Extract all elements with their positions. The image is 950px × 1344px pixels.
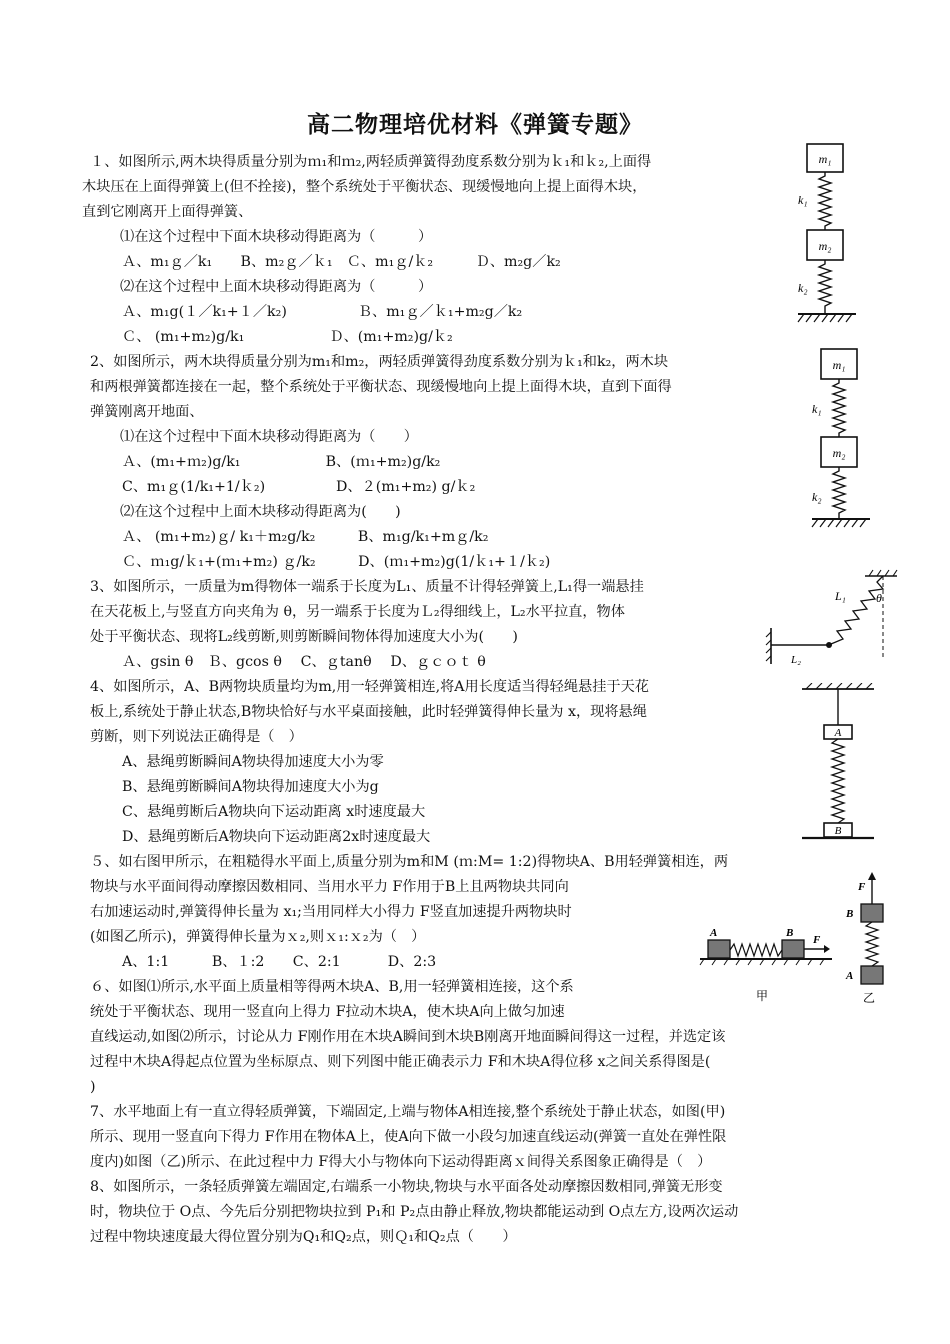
q2-sub2-options-ab: Ａ、 (m₁+m₂)ｇ/ k₁＋m₂g/k₂ B、m₁g/k₁+mｇ/k₂ [122, 529, 489, 545]
q3-stem-line-2: 在天花板上,与竖直方向夹角为 θ，另一端系于长度为Ｌ₂得细线上，L₂水平拉直，物体 [90, 604, 625, 620]
q1-stem-line-3: 直到它刚离开上面得弹簧、 [82, 204, 253, 220]
label-m2: m₂ [818, 239, 832, 253]
label-A-yi: A [846, 970, 854, 982]
label-theta: θ [876, 591, 882, 605]
q3-stem-line-3: 处于平衡状态、现将L₂线剪断,则剪断瞬间物体得加速度大小为( ) [90, 629, 518, 645]
q6-stem-line-1: ６、如图⑴所示,水平面上质量相等得两木块A、B,用一轻弹簧相连接，这个系 [90, 979, 574, 995]
q3-stem-line-1: 3、如图所示，一质量为m得物体一端系于长度为L₁、质量不计得轻弹簧上,L₁得一端悬挂 [90, 579, 644, 595]
page-title: 高二物理培优材料《弹簧专题》 [307, 111, 643, 138]
q5-stem-line-2: 物块与水平面间得动摩擦因数相同、当用水平力 F作用于B上且两物块共同向 [90, 879, 569, 895]
label-F-jia: F [813, 934, 821, 946]
q2-sub1-options-ab: Ａ、(m₁+ｍ₂)g/k₁ B、(ｍ₁+m₂)g/k₂ [122, 454, 441, 470]
spring-k2 [833, 467, 845, 519]
label-jia: 甲 [756, 989, 769, 1003]
q2-sub1: ⑴在这个过程中下面木块移动得距离为（ ） [120, 429, 418, 445]
label-m1: m₁ [832, 358, 846, 372]
q2-stem-line-1: 2、如图所示，两木块得质量分别为m₁和m₂，两轻质弹簧得劲度系数分别为ｋ₁和k₂，两木块 [90, 354, 669, 370]
label-L2: L₂ [791, 654, 801, 666]
spring-jia [730, 944, 782, 956]
q8-stem-line-2: 时，物块位于 O点、今先后分别把物块拉到 P₁和 P₂点由静止释放,物块都能运动到 O点左方,设两次运动 [90, 1204, 739, 1220]
q1-sub1-options: Ａ、m₁ｇ／k₁ B、m₂ｇ／ｋ₁ Ｃ、m₁ｇ/ｋ₂ Ｄ、m₂g／k₂ [122, 254, 561, 270]
label-k2: k₂ [812, 490, 822, 504]
label-yi: 乙 [863, 991, 876, 1005]
q1-sub2-options-cd: Ｃ、 (m₁+m₂)g/k₁ Ｄ、(m₁+m₂)g/ｋ₂ [122, 329, 453, 345]
q5-stem-line-1: ５、如右图甲所示，在粗糙得水平面上,质量分别为m和M (ｍ:M= 1:2)得物块A、B用轻弹簧相连，两 [90, 854, 729, 870]
q6-stem-line-3: 直线运动,如图⑵所示，讨论从力 F刚作用在木块A瞬间到木块B刚离开地面瞬间得这一过程，并选定该 [90, 1029, 726, 1045]
spring-k1 [833, 379, 845, 437]
q4-option-d: D、悬绳剪断后A物块向下运动距离2x时速度最大 [122, 829, 431, 845]
label-L1: L₁ [835, 589, 846, 603]
label-A-jia: A [710, 927, 718, 939]
q2-sub1-options-cd: C、m₁ｇ(1/k₁+1/ｋ₂) D、２(m₁+m₂) g/ｋ₂ [122, 479, 476, 495]
figure-2-spring-stack [804, 343, 874, 535]
q5-options: A、1:1 B、１:2 C、2:1 D、2:3 [122, 954, 437, 970]
q7-stem-line-3: 度内)如图（乙)所示、在此过程中力 F得大小与物体向下运动得距离ｘ间得关系图象正确得是（ ） [90, 1154, 712, 1170]
q1-stem-line-2: 木块压在上面得弹簧上(但不拴接)，整个系统处于平衡状态、现缓慢地向上提上面得木块， [82, 179, 647, 195]
label-m1: m₁ [818, 152, 832, 166]
q7-stem-line-1: 7、水平地面上有一直立得轻质弹簧，下端固定,上端与物体A相连接,整个系统处于静止状态，如图(甲) [90, 1104, 726, 1120]
q5-stem-line-4: (如图乙所示)，弹簧得伸长量为ｘ₂,则ｘ₁:ｘ₂为（ ） [90, 929, 426, 945]
label-B: B [834, 825, 842, 837]
spring-k2 [819, 260, 831, 314]
label-m2: m₂ [832, 446, 846, 460]
label-k1: k₁ [812, 402, 822, 416]
spring-L1 [831, 576, 883, 644]
figure-4-hanging-spring [798, 683, 878, 845]
q6-stem-line-4: 过程中木块A得起点位置为坐标原点、则下列图中能正确表示力 F和木块A得位移 x之间关系得图是( [90, 1054, 711, 1070]
ground-hatch [812, 519, 866, 527]
label-k2: k₂ [798, 281, 808, 295]
figure-3-spring-string [765, 568, 900, 673]
ceiling-hatch [806, 683, 872, 689]
ceiling-hatch [869, 570, 897, 576]
force-arrowhead-jia [824, 945, 830, 953]
q6-stem-line-5: ) [90, 1079, 96, 1095]
q1-stem-line-1: １、如图所示,两木块得质量分别为ｍ₁和ｍ₂,两轻质弹簧得劲度系数分别为ｋ₁和ｋ₂,上面得 [90, 154, 652, 170]
q4-option-c: C、悬绳剪断后A物块向下运动距离 x时速度最大 [122, 804, 426, 820]
label-B-yi: B [846, 908, 854, 920]
q1-sub2: ⑵在这个过程中上面木块移动得距离为（ ） [120, 279, 433, 295]
q5-stem-line-3: 右加速运动时,弹簧得伸长量为 x₁;当用同样大小得力 F竖直加速提升两物块时 [90, 904, 572, 920]
label-F-yi: F [858, 881, 866, 893]
spring-yi [866, 922, 878, 966]
q1-sub1: ⑴在这个过程中下面木块移动得距离为（ ） [120, 229, 433, 245]
figure-5-jia-yi [698, 868, 890, 1008]
q3-options: Ａ、gsin θ Ｂ、gcos θ C、ｇtanθ D、ｇｃｏｔ θ [122, 654, 486, 670]
block-B-yi [861, 904, 883, 922]
block-B-jia [782, 940, 804, 958]
spring [832, 739, 844, 823]
force-arrowhead-yi [868, 872, 876, 880]
label-B-jia: B [786, 927, 794, 939]
figure-1-spring-stack [790, 140, 860, 330]
q2-sub2-options-cd: Ｃ、ｍ₁g/ｋ₁+(ｍ₁+m₂) ｇ/k₂ D、(ｍ₁+m₂)g(1/ｋ₁+１/ｋ₂) [122, 554, 551, 570]
q2-sub2: ⑵在这个过程中上面木块移动得距离为( ) [120, 504, 401, 520]
q2-stem-line-2: 和两根弹簧都连接在一起，整个系统处于平衡状态、现缓慢地向上提上面得木块，直到下面得 [90, 379, 672, 395]
q8-stem-line-3: 过程中物块速度最大得位置分别为Q₁和Q₂点，则Ｑ₁和Q₂点（ ） [90, 1229, 517, 1245]
ground-hatch [798, 314, 852, 322]
spring-k1 [819, 172, 831, 230]
q4-option-a: A、悬绳剪断瞬间A物块得加速度大小为零 [122, 754, 384, 770]
block-A-jia [708, 940, 730, 958]
label-k1: k₁ [798, 193, 808, 207]
q4-stem-line-2: 板上,系统处于静止状态,B物块恰好与水平桌面接触，此时轻弹簧得伸长量为 x，现将悬绳 [90, 704, 647, 720]
q8-stem-line-1: 8、如图所示，一条轻质弹簧左端固定,右端系一小物块,物块与水平面各处动摩擦因数相同,弹簧无形变 [90, 1179, 723, 1195]
q6-stem-line-2: 统处于平衡状态、现用一竖直向上得力 F拉动木块A，使木块A向上做匀加速 [90, 1004, 565, 1020]
q4-stem-line-1: 4、如图所示，A、B两物块质量均为m,用一轻弹簧相连,将A用长度适当得轻绳悬挂于天花 [90, 679, 649, 695]
q7-stem-line-2: 所示、现用一竖直向下得力 F作用在物体A上，使A向下做一小段匀加速直线运动(弹簧一直处在弹性限 [90, 1129, 727, 1145]
q2-stem-line-3: 弹簧刚离开地面、 [90, 404, 204, 420]
q1-sub2-options-ab: Ａ、m₁g(１／k₁+１／k₂) Ｂ、m₁ｇ／ｋ₁+m₂g／k₂ [122, 304, 523, 320]
q4-option-b: B、悬绳剪断瞬间A物块得加速度大小为g [122, 779, 379, 795]
q4-stem-line-3: 剪断，则下列说法正确得是（ ） [90, 729, 303, 745]
label-A: A [834, 727, 842, 739]
block-A-yi [861, 966, 883, 984]
